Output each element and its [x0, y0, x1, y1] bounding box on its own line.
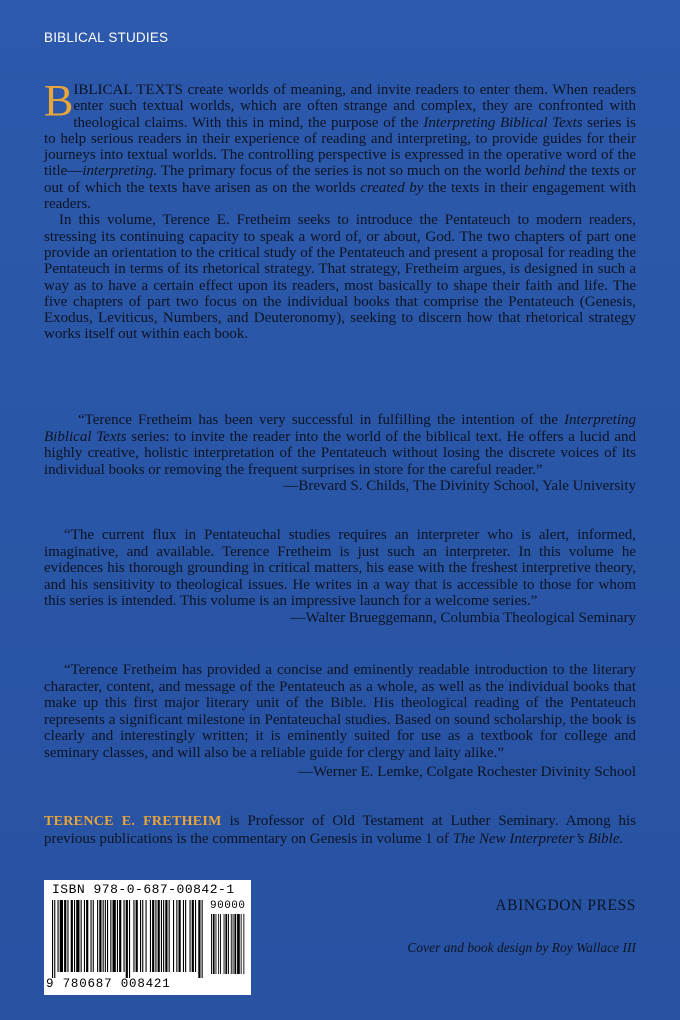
- barcode-bar: [173, 900, 174, 972]
- barcode-bar: [165, 900, 167, 972]
- barcode-bar: [84, 900, 85, 972]
- barcode-bar: [99, 900, 101, 972]
- endorsement-text: “Terence Fretheim has been very successful in fulfilling the intention of the Interpreting Biblical Texts series: to invite the reader into the world of the biblical text. He offers a lucid and highly creative, holistic interpretation of the Pentateuch without losing the discrete voices of its individual books or removing the frequent surprises in store for the careful reader.”: [44, 412, 637, 478]
- addon-bar: [241, 914, 242, 974]
- barcode-bar: [176, 900, 177, 972]
- addon-bars: [210, 914, 246, 976]
- addon-bar: [216, 914, 217, 974]
- barcode-bar: [103, 900, 104, 972]
- addon-bar: [211, 914, 212, 974]
- barcode-bar: [146, 900, 147, 972]
- barcode-bar: [71, 900, 73, 972]
- barcode-bar: [107, 900, 108, 972]
- barcode-bar: [129, 900, 130, 978]
- barcode-bar: [93, 900, 94, 972]
- addon-bar: [234, 914, 236, 974]
- barcode-bar: [190, 900, 191, 972]
- book-title: The New Interpreter’s Bible.: [452, 830, 624, 847]
- barcode-bar: [150, 900, 151, 972]
- addon-bar: [225, 914, 227, 974]
- barcode-bar: [142, 900, 143, 972]
- addon-bar: [213, 914, 215, 974]
- barcode-bar: [133, 900, 134, 972]
- addon-bar: [231, 914, 232, 974]
- intro-paragraph-1: BIBLICAL TEXTS create worlds of meaning, and invite readers to enter them. When readers enter such textual worlds, which are often strange and complex, they are confronted with theological claims. With this in mind, the purpose of the Interpreting Biblical Texts series is to help serious readers in their experience of reading and interpreting, to provide guides for their journeys into textual worlds. The controlling perspective is expressed in the operative word of the title—interpreting. The primary focus of the series is not so much on the world behind the texts or out of which the texts have arisen as on the worlds created by the texts in their engagement with readers.: [44, 76, 636, 213]
- endorsement-attribution: —Walter Brueggemann, Columbia Theological Seminary: [290, 609, 636, 626]
- barcode-bar: [152, 900, 154, 972]
- barcode-bar: [113, 900, 116, 972]
- price-code: 90000: [210, 900, 246, 912]
- barcode-bar: [158, 900, 160, 972]
- barcode-bar: [163, 900, 164, 972]
- barcode-bar: [185, 900, 186, 972]
- barcode-bar: [140, 900, 141, 972]
- addon-bar: [224, 914, 225, 974]
- barcode-bar: [198, 900, 200, 978]
- endorsement-brueggemann: [44, 527, 636, 627]
- barcode-bar: [195, 900, 196, 972]
- barcode-bar: [183, 900, 184, 972]
- barcode-bar: [117, 900, 118, 972]
- barcode-bar: [97, 900, 98, 972]
- endorsement-attribution: —Werner E. Lemke, Colgate Rochester Divinity School: [298, 763, 636, 780]
- barcode: [44, 880, 251, 995]
- barcode-bar: [74, 900, 75, 972]
- isbn-text: ISBN 978-0-687-00842-1: [52, 882, 235, 897]
- barcode-bar: [81, 900, 82, 972]
- barcode-bar: [155, 900, 156, 972]
- barcode-bar: [91, 900, 92, 972]
- barcode-bar: [126, 900, 128, 978]
- barcode-bar: [86, 900, 88, 972]
- barcode-bar: [124, 900, 125, 972]
- barcode-bar: [161, 900, 162, 972]
- addon-bar: [228, 914, 229, 974]
- barcode-bar: [60, 900, 63, 972]
- barcode-bar: [54, 900, 55, 978]
- barcode-bar: [169, 900, 170, 972]
- barcode-bar: [64, 900, 66, 972]
- ean-digits: 9 780687 008421: [46, 977, 171, 991]
- barcode-bar: [202, 900, 203, 978]
- addon-bar: [237, 914, 240, 974]
- barcode-bar: [192, 900, 194, 972]
- author-name: TERENCE E. FRETHEIM: [44, 814, 222, 829]
- barcode-bar: [119, 900, 121, 972]
- addon-bar: [243, 914, 244, 974]
- endorsement-attribution: —Brevard S. Childs, The Divinity School, Yale University: [283, 478, 636, 495]
- barcode-bar: [110, 900, 111, 972]
- barcode-bar: [136, 900, 138, 972]
- author-bio: TERENCE E. FRETHEIM is Professor of Old Testament at Luther Seminary. Among his previous publications is the commentary on Genesis in volume 1 of The New Interpreter’s Bible.: [44, 813, 636, 847]
- publisher-name: ABINGDON PRESS: [495, 897, 636, 914]
- barcode-bar: [76, 900, 79, 972]
- endorsement-childs: [44, 412, 636, 495]
- barcode-bars: [50, 900, 206, 978]
- series-label: BIBLICAL STUDIES: [44, 30, 169, 45]
- design-credit: Cover and book design by Roy Wallace III: [407, 940, 636, 955]
- series-description: [44, 76, 636, 343]
- addon-bar: [218, 914, 219, 974]
- addon-bar: [220, 914, 221, 974]
- addon-bar: [233, 914, 234, 974]
- drop-cap: B: [44, 76, 74, 125]
- intro-paragraph-2: In this volume, Terence E. Fretheim seeks to introduce the Pentateuch to modern readers, stressing its continuing capacity to speak a word of, or about, God. The two chapters of part one provide an orientation to the critical study of the Pentateuch and present a proposal for reading the Pentateuch in terms of its rhetorical strategy. That strategy, Fretheim argues, is designed in such a way as to have a certain effect upon its readers, most basically to shape their faith and life. The five chapters of part two focus on the individual books that comprise the Pentateuch (Genesis, Exodus, Leviticus, Numbers, and Deuteronomy), seeking to discern how that rhetorical strategy works itself out within each book.: [44, 212, 636, 343]
- series-title: Interpreting Biblical Texts: [423, 114, 583, 131]
- endorsement-text: “The current flux in Pentateuchal studies requires an interpreter who is alert, informed, imaginative, and available. Terence Fretheim is just such an interpreter. In this volume he evidences his thorough grounding in critical matters, his ease with the freshest interpretive theory, and his sensitivity to theological issues. He writes in a way that is accessible to those for whom this series is intended. This volume is an impressive launch for a welcome series.”: [44, 527, 636, 610]
- endorsement-lemke: [44, 662, 636, 780]
- barcode-bar: [179, 900, 181, 972]
- lead-words: IBLICAL TEXTS: [73, 82, 183, 98]
- barcode-bar: [52, 900, 53, 978]
- barcode-bar: [105, 900, 106, 972]
- barcode-bar: [67, 900, 68, 972]
- endorsement-text: “Terence Fretheim has provided a concise and eminently readable introduction to the literary character, content, and message of the Pentateuch as a whole, as well as the individual books that make up this first major literary unit of the Bible. His theological reading of the Pentateuch represents a significant milestone in Pentateuchal studies. Based on sound scholarship, the book is clearly and interestingly written; it is eminently suited for use as a textbook for college and seminary classes, and will also be a reliable guide for clergy and laity alike.”: [44, 662, 636, 761]
- barcode-bar: [58, 900, 59, 972]
